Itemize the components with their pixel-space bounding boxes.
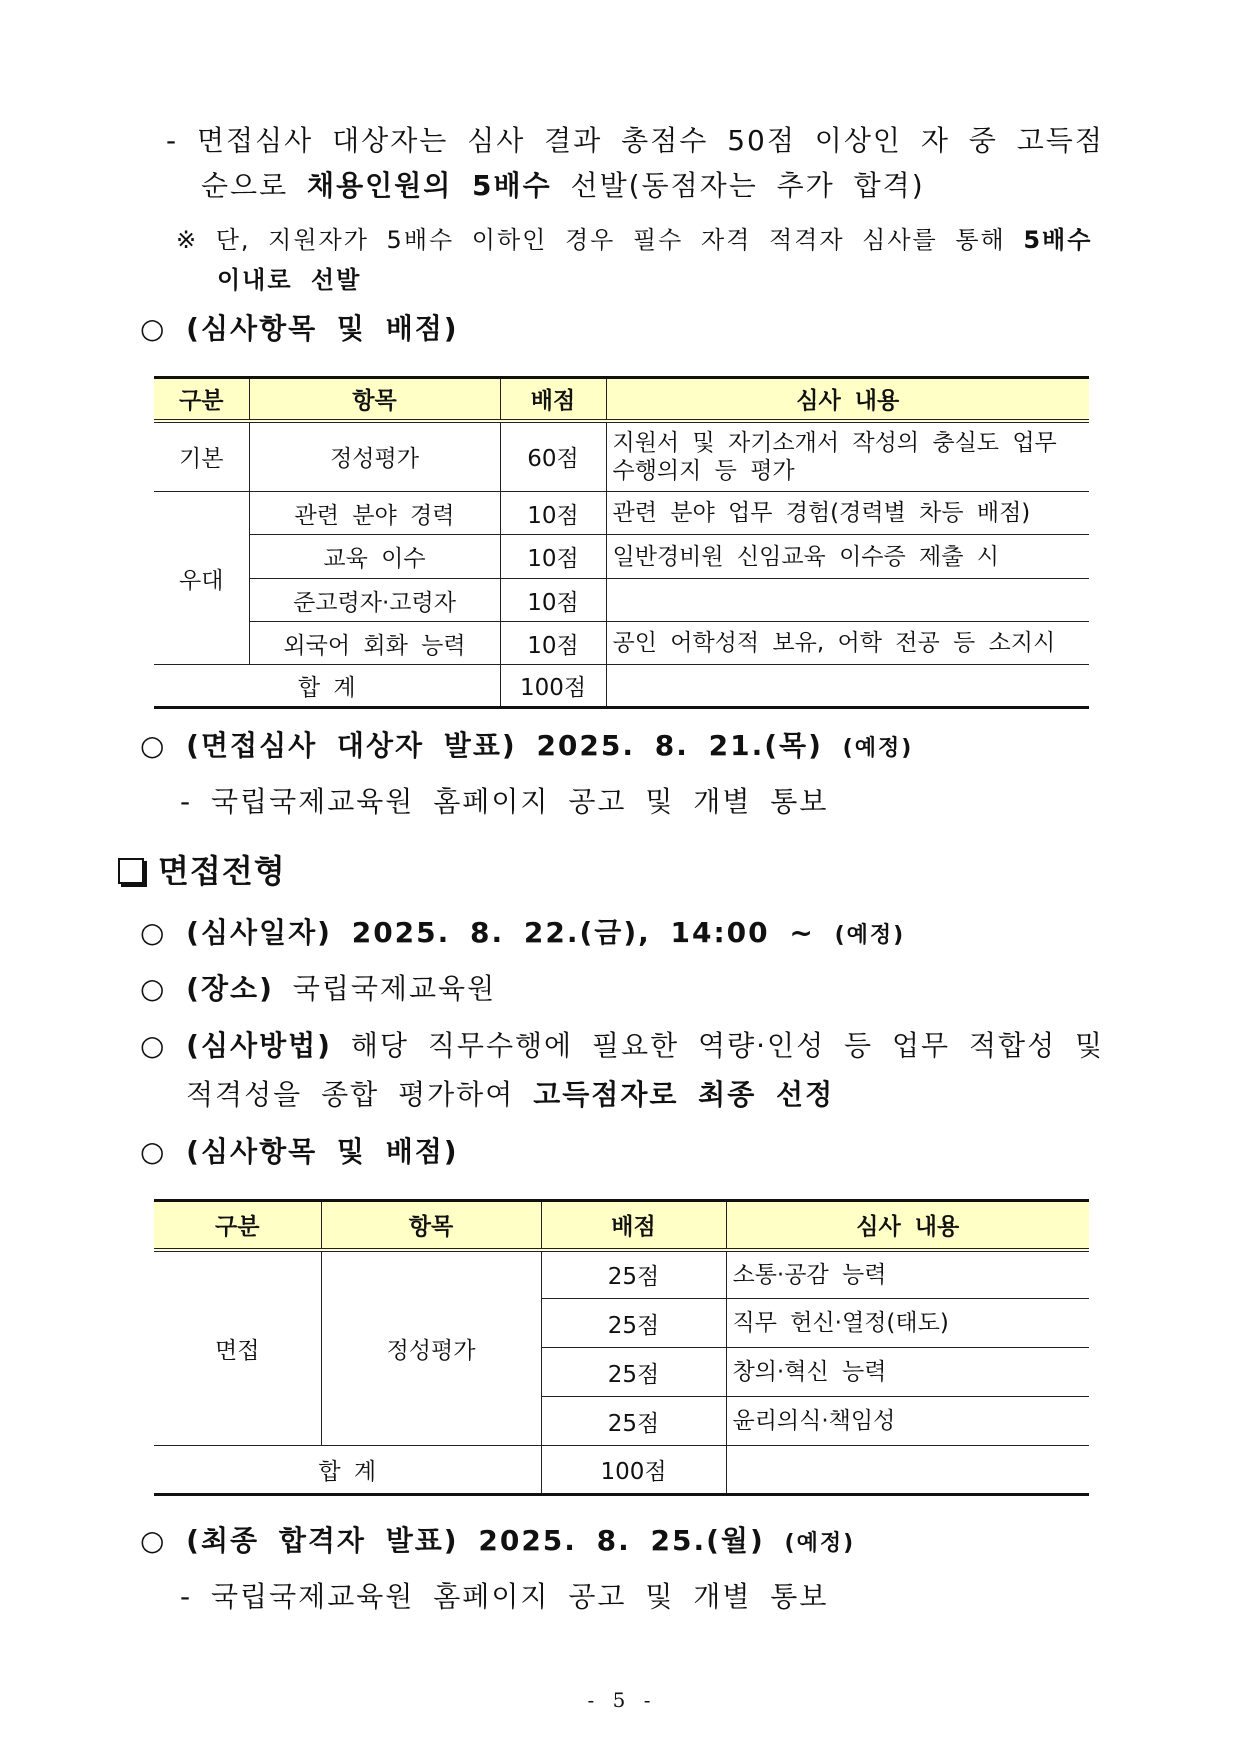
content-cell: 소통·공감 능력 <box>726 1250 1089 1299</box>
table-row <box>154 535 1089 579</box>
table-row <box>154 492 1089 535</box>
text: 선발(동점자는 추가 합격) <box>551 169 925 202</box>
emphasis-text: 고득점자로 최종 선정 <box>533 1078 835 1111</box>
table-row <box>154 579 1089 622</box>
content-cell: 창의·혁신 능력 <box>726 1348 1089 1397</box>
score-cell: 25점 <box>541 1397 726 1446</box>
score-cell: 10점 <box>500 622 606 665</box>
text: ※ 단, 지원자가 5배수 이하인 경우 필수 자격 적격자 심사를 통해 <box>176 226 1024 254</box>
announcement-line <box>140 728 913 767</box>
interview-method-line-2 <box>186 1077 834 1113</box>
tag: (예정) <box>842 736 914 761</box>
text: 해당 직무수행에 필요한 역량·인성 등 업무 적합성 및 <box>331 1029 1105 1062</box>
content-cell: 공인 어학성적 보유, 어학 전공 등 소지시 <box>606 622 1089 665</box>
section-heading: ○ (심사항목 및 배점) <box>140 1135 459 1168</box>
text: ○ (면접심사 대상자 발표) 2025. 8. 21.(목) <box>140 729 823 762</box>
text: ○ (최종 합격자 발표) 2025. 8. 25.(월) <box>140 1524 765 1557</box>
item-cell: 관련 분야 경력 <box>249 492 500 535</box>
score-cell: 25점 <box>541 1299 726 1348</box>
note-line <box>176 222 1092 258</box>
item-cell: 정성평가 <box>321 1250 541 1446</box>
content-cell: 직무 헌신·열정(태도) <box>726 1299 1089 1348</box>
value: 국립국제교육원 <box>273 972 497 1005</box>
tag: (예정) <box>834 923 906 948</box>
score-cell: 10점 <box>500 492 606 535</box>
score-cell: 60점 <box>500 421 606 492</box>
interview-table <box>154 1199 1089 1496</box>
group-cell: 우대 <box>154 492 249 665</box>
score-cell: 25점 <box>541 1348 726 1397</box>
document-screening-table <box>154 376 1089 709</box>
item-cell: 외국어 회화 능력 <box>249 622 500 665</box>
text: 순으로 <box>201 169 308 202</box>
note-line-2: 이내로 선발 <box>217 266 362 294</box>
group-cell: 기본 <box>154 421 249 492</box>
label: ○ (장소) <box>140 972 274 1005</box>
empty-cell <box>726 1446 1089 1495</box>
announcement-sub: - 국립국제교육원 홈페이지 공고 및 개별 통보 <box>180 785 829 818</box>
score-cell: 25점 <box>541 1250 726 1299</box>
total-row <box>154 665 1089 708</box>
total-row <box>154 1446 1089 1495</box>
empty-cell <box>606 665 1089 708</box>
content-cell: 윤리의식·책임성 <box>726 1397 1089 1446</box>
total-score: 100점 <box>500 665 606 708</box>
table-row <box>154 622 1089 665</box>
table-row <box>154 1250 1089 1299</box>
header-cell: 구분 <box>154 378 249 421</box>
text: 적격성을 종합 평가하여 <box>186 1078 534 1111</box>
interview-place-line <box>140 971 496 1007</box>
item-cell: 정성평가 <box>249 421 500 492</box>
header-cell: 구분 <box>154 1201 321 1250</box>
total-label: 합 계 <box>154 665 500 708</box>
interview-method-line <box>140 1028 1104 1064</box>
selection-rule-line: - 면접심사 대상자는 심사 결과 총점수 50점 이상인 자 중 고득점 <box>166 124 1104 157</box>
header-cell: 배점 <box>541 1201 726 1250</box>
content-cell: 지원서 및 자기소개서 작성의 충실도 업무 수행의지 등 평가 <box>606 421 1089 492</box>
emphasis-text: 5배수 <box>1023 226 1093 254</box>
score-cell: 10점 <box>500 535 606 579</box>
final-announcement-line <box>140 1523 855 1562</box>
total-score: 100점 <box>541 1446 726 1495</box>
content-cell: 일반경비원 신임교육 이수증 제출 시 <box>606 535 1089 579</box>
label: ○ (심사방법) <box>140 1029 332 1062</box>
content-cell <box>606 579 1089 622</box>
header-cell: 항목 <box>321 1201 541 1250</box>
header-cell: 심사 내용 <box>606 378 1089 421</box>
title-text: 면접전형 <box>158 852 286 890</box>
final-announcement-sub: - 국립국제교육원 홈페이지 공고 및 개별 통보 <box>180 1580 829 1613</box>
page-number: - 5 - <box>587 1688 653 1712</box>
checkbox-square-icon <box>118 858 144 884</box>
table-row <box>154 421 1089 492</box>
section-title <box>118 853 286 889</box>
section-heading: ○ (심사항목 및 배점) <box>140 312 459 345</box>
interview-date-line <box>140 915 905 954</box>
emphasis-text: 채용인원의 5배수 <box>307 169 552 202</box>
header-cell: 심사 내용 <box>726 1201 1089 1250</box>
content-cell: 관련 분야 업무 경험(경력별 차등 배점) <box>606 492 1089 535</box>
tag: (예정) <box>784 1531 856 1556</box>
score-cell: 10점 <box>500 579 606 622</box>
text: ○ (심사일자) 2025. 8. 22.(금), 14:00 ~ <box>140 916 815 949</box>
total-label: 합 계 <box>154 1446 541 1495</box>
header-cell: 항목 <box>249 378 500 421</box>
group-cell: 면접 <box>154 1250 321 1446</box>
item-cell: 준고령자·고령자 <box>249 579 500 622</box>
selection-rule-line-2 <box>201 168 925 204</box>
item-cell: 교육 이수 <box>249 535 500 579</box>
header-cell: 배점 <box>500 378 606 421</box>
